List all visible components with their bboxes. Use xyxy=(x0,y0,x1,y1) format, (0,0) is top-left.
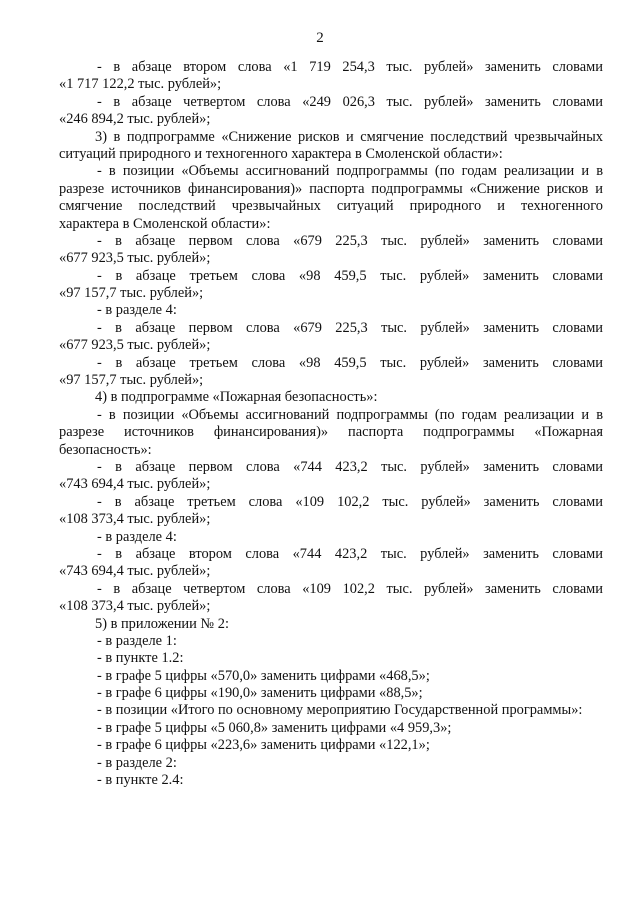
text-line: «97 157,7 тыс. рублей»; xyxy=(59,285,204,302)
text-line: - в разделе 2: xyxy=(97,754,177,771)
text-line: смягчение последствий чрезвычайных ситуаций природного и техногенного xyxy=(59,198,603,215)
text-line: - в графе 5 цифры «5 060,8» заменить цифрами «4 959,3»; xyxy=(97,719,452,736)
text-line: - в графе 5 цифры «570,0» заменить цифрами «468,5»; xyxy=(97,667,430,684)
text-line: 4) в подпрограмме «Пожарная безопасность»: xyxy=(95,389,378,406)
text-line: - в графе 6 цифры «190,0» заменить цифрами «88,5»; xyxy=(97,685,423,702)
text-line: разрезе источников финансирования)» паспорта подпрограммы «Снижение рисков и xyxy=(59,180,603,197)
text-line: - в разделе 4: xyxy=(97,302,177,319)
text-line: - в разделе 1: xyxy=(97,632,177,649)
text-line: - в позиции «Объемы ассигнований подпрограммы (по годам реализации и в xyxy=(97,406,603,423)
text-line: «677 923,5 тыс. рублей»; xyxy=(59,250,211,267)
text-line: - в абзаце третьем слова «109 102,2 тыс. рублей» заменить словами xyxy=(97,493,603,510)
text-line: характера в Смоленской области»: xyxy=(59,215,271,232)
text-line: безопасность»: xyxy=(59,441,152,458)
text-line: - в абзаце первом слова «679 225,3 тыс. рублей» заменить словами xyxy=(97,232,603,249)
text-line: «743 694,4 тыс. рублей»; xyxy=(59,476,211,493)
text-line: - в разделе 4: xyxy=(97,528,177,545)
text-line: 5) в приложении № 2: xyxy=(95,615,229,632)
document-body xyxy=(59,59,603,789)
text-line: - в абзаце первом слова «744 423,2 тыс. рублей» заменить словами xyxy=(97,458,603,475)
page-number: 2 xyxy=(316,30,324,46)
text-line: разрезе источников финансирования)» паспорта подпрограммы «Пожарная xyxy=(59,424,603,441)
text-line: «108 373,4 тыс. рублей»; xyxy=(59,598,211,615)
text-line: - в графе 6 цифры «223,6» заменить цифрами «122,1»; xyxy=(97,737,430,754)
text-line: - в абзаце втором слова «744 423,2 тыс. рублей» заменить словами xyxy=(97,545,603,562)
text-line: - в пункте 1.2: xyxy=(97,650,184,667)
text-line: ситуаций природного и техногенного характера в Смоленской области»: xyxy=(59,145,503,162)
text-line: «108 373,4 тыс. рублей»; xyxy=(59,511,211,528)
text-line: «97 157,7 тыс. рублей»; xyxy=(59,372,204,389)
text-line: - в пункте 2.4: xyxy=(97,772,184,789)
text-line: 3) в подпрограмме «Снижение рисков и смягчение последствий чрезвычайных xyxy=(95,128,603,145)
text-line: - в абзаце четвертом слова «109 102,2 тыс. рублей» заменить словами xyxy=(97,580,603,597)
text-line: «1 717 122,2 тыс. рублей»; xyxy=(59,76,222,93)
text-line: - в абзаце третьем слова «98 459,5 тыс. рублей» заменить словами xyxy=(97,267,603,284)
text-line: - в абзаце третьем слова «98 459,5 тыс. рублей» заменить словами xyxy=(97,354,603,371)
text-line: - в абзаце втором слова «1 719 254,3 тыс. рублей» заменить словами xyxy=(97,59,603,75)
text-line: - в абзаце четвертом слова «249 026,3 тыс. рублей» заменить словами xyxy=(97,93,603,110)
text-line: - в позиции «Итого по основному мероприятию Государственной программы»: xyxy=(97,702,583,719)
text-line: «743 694,4 тыс. рублей»; xyxy=(59,563,211,580)
text-line: «677 923,5 тыс. рублей»; xyxy=(59,337,211,354)
text-line: - в позиции «Объемы ассигнований подпрограммы (по годам реализации и в xyxy=(97,163,603,180)
text-line: «246 894,2 тыс. рублей»; xyxy=(59,111,211,128)
text-line: - в абзаце первом слова «679 225,3 тыс. рублей» заменить словами xyxy=(97,319,603,336)
